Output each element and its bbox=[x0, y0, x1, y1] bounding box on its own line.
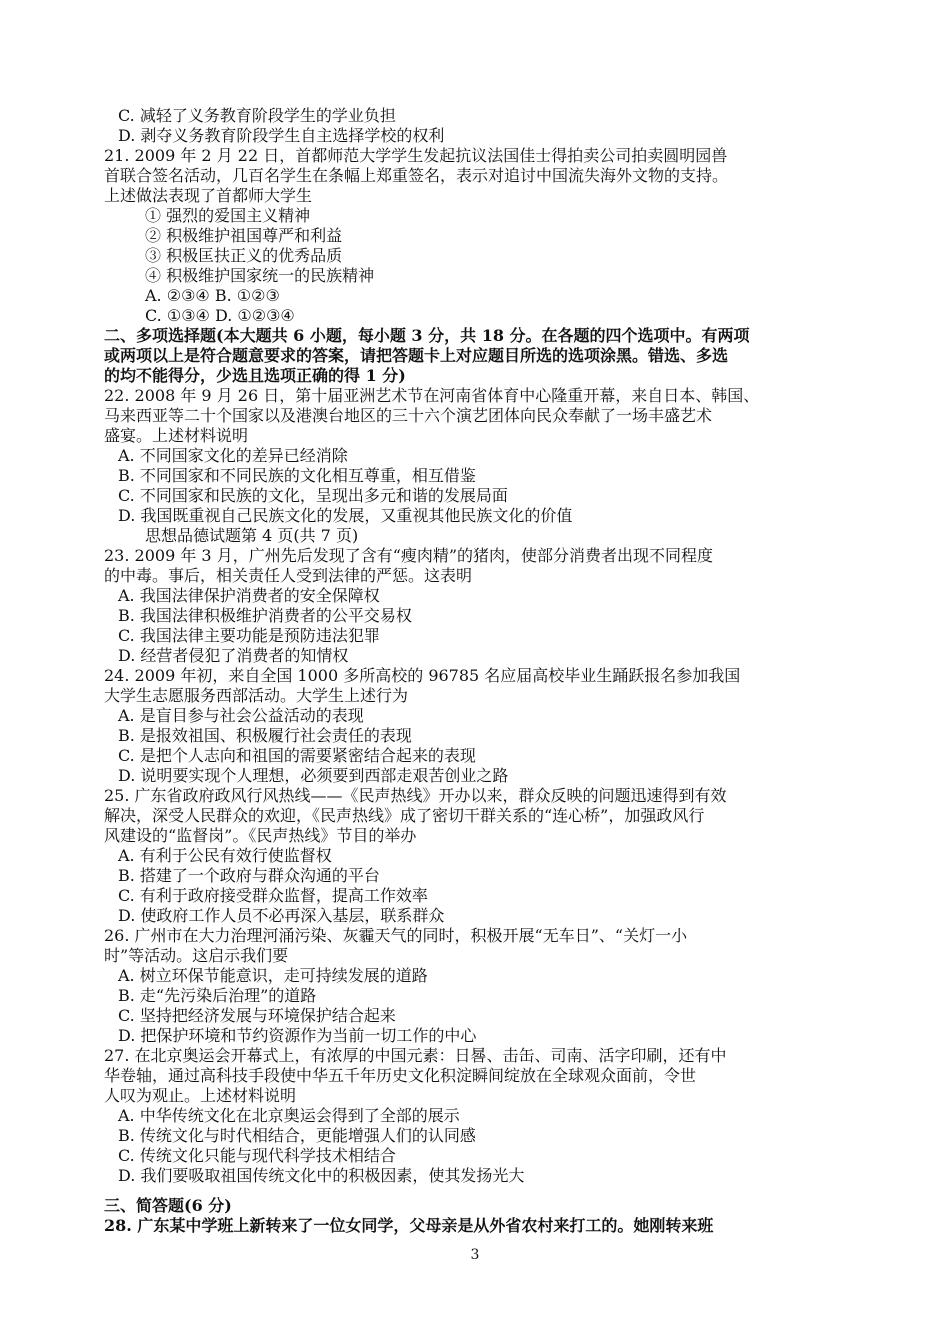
text-line: 二、多项选择题(本大题共 6 小题，每小题 3 分，共 18 分。在各题的四个选项中。有两项 bbox=[104, 326, 750, 345]
text-line: 或两项以上是符合题意要求的答案，请把答题卡上对应题目所选的选项涂黑。错选、多选 bbox=[104, 346, 729, 365]
text-line: 解决，深受人民群众的欢迎，《民声热线》成了密切干群关系的“连心桥”，加强政风行 bbox=[104, 806, 705, 825]
text-line: D. 我国既重视自己民族文化的发展，又重视其他民族文化的价值 bbox=[118, 506, 573, 525]
text-line: 盛宴。上述材料说明 bbox=[104, 426, 249, 445]
text-line: A. 中华传统文化在北京奥运会得到了全部的展示 bbox=[118, 1106, 460, 1125]
text-line: 首联合签名活动，几百名学生在条幅上郑重签名，表示对追讨中国流失海外文物的支持。 bbox=[104, 166, 729, 185]
text-line: D. 把保护环境和节约资源作为当前一切工作的中心 bbox=[118, 1026, 477, 1045]
text-line: ② 积极维护祖国尊严和利益 bbox=[145, 226, 343, 245]
text-line: D. 经营者侵犯了消费者的知情权 bbox=[118, 646, 349, 665]
text-line: 27. 在北京奥运会开幕式上，有浓厚的中国元素：日晷、击缶、司南、活字印刷，还有中 bbox=[104, 1046, 727, 1065]
text-line: 25. 广东省政府政风行风热线——《民声热线》开办以来，群众反映的问题迅速得到有效 bbox=[104, 786, 727, 805]
text-line: A. ②③④ B. ①②③ bbox=[145, 286, 280, 305]
text-line: 28. 广东某中学班上新转来了一位女同学，父母亲是从外省农村来打工的。她刚转来班 bbox=[104, 1216, 714, 1235]
text-line: D. 说明要实现个人理想，必须要到西部走艰苦创业之路 bbox=[118, 766, 509, 785]
text-line: 人叹为观止。上述材料说明 bbox=[104, 1086, 297, 1105]
text-line: 21. 2009 年 2 月 22 日，首都师范大学学生发起抗议法国佳士得拍卖公司拍卖圆明园兽 bbox=[104, 146, 728, 165]
page-number: 3 bbox=[470, 1247, 480, 1263]
text-line: D. 剥夺义务教育阶段学生自主选择学校的权利 bbox=[118, 126, 445, 145]
text-line: C. 有利于政府接受群众监督，提高工作效率 bbox=[118, 886, 428, 905]
text-line: B. 走“先污染后治理”的道路 bbox=[118, 986, 317, 1005]
text-line: ③ 积极匡扶正义的优秀品质 bbox=[145, 246, 343, 265]
text-line: A. 有利于公民有效行使监督权 bbox=[118, 846, 332, 865]
text-line: C. 传统文化只能与现代科学技术相结合 bbox=[118, 1146, 396, 1165]
text-line: B. 不同国家和不同民族的文化相互尊重，相互借鉴 bbox=[118, 466, 476, 485]
text-line: ① 强烈的爱国主义精神 bbox=[145, 206, 311, 225]
text-line: A. 树立环保节能意识，走可持续发展的道路 bbox=[118, 966, 428, 985]
text-line: 三、简答题(6 分) bbox=[104, 1196, 232, 1215]
text-line: D. 我们要吸取祖国传统文化中的积极因素，使其发扬光大 bbox=[118, 1166, 525, 1185]
text-line: 24. 2009 年初，来自全国 1000 多所高校的 96785 名应届高校毕业生踊跃报名参加我国 bbox=[104, 666, 741, 685]
text-line: 26. 广州市在大力治理河涌污染、灰霾天气的同时，积极开展“无车日”、“关灯一小 bbox=[104, 926, 688, 945]
text-line: 华卷轴，通过高科技手段使中华五千年历史文化积淀瞬间绽放在全球观众面前，令世 bbox=[104, 1066, 697, 1085]
text-line: A. 是盲目参与社会公益活动的表现 bbox=[118, 706, 364, 725]
text-line: B. 搭建了一个政府与群众沟通的平台 bbox=[118, 866, 380, 885]
text-line: 时”等活动。这启示我们要 bbox=[104, 946, 289, 965]
text-line: B. 是报效祖国、积极履行社会责任的表现 bbox=[118, 726, 412, 745]
text-line: 思想品德试题第 4 页(共 7 页) bbox=[145, 526, 359, 545]
text-line: B. 我国法律积极维护消费者的公平交易权 bbox=[118, 606, 412, 625]
text-line: 23. 2009 年 3 月，广州先后发现了含有“瘦肉精”的猪肉，使部分消费者出现不同程度 bbox=[104, 546, 714, 565]
text-line: 22. 2008 年 9 月 26 日，第十届亚洲艺术节在河南省体育中心隆重开幕，来自日本、韩国、 bbox=[104, 386, 760, 405]
text-line: 的均不能得分，少选且选项正确的得 1 分) bbox=[104, 366, 406, 385]
text-line: 的中毒。事后，相关责任人受到法律的严惩。这表明 bbox=[104, 566, 473, 585]
text-line: ④ 积极维护国家统一的民族精神 bbox=[145, 266, 375, 285]
text-line: 上述做法表现了首都师大学生 bbox=[104, 186, 313, 205]
text-line: D. 使政府工作人员不必再深入基层，联系群众 bbox=[118, 906, 445, 925]
text-line: C. 不同国家和民族的文化，呈现出多元和谐的发展局面 bbox=[118, 486, 508, 505]
text-line: C. 坚持把经济发展与环境保护结合起来 bbox=[118, 1006, 396, 1025]
text-line: 马来西亚等二十个国家以及港澳台地区的三十六个演艺团体向民众奉献了一场丰盛艺术 bbox=[104, 406, 713, 425]
text-line: B. 传统文化与时代相结合，更能增强人们的认同感 bbox=[118, 1126, 476, 1145]
text-line: C. ①③④ D. ①②③④ bbox=[145, 306, 295, 325]
text-line: 大学生志愿服务西部活动。大学生上述行为 bbox=[104, 686, 409, 705]
text-line: C. 我国法律主要功能是预防违法犯罪 bbox=[118, 626, 380, 645]
text-line: C. 减轻了义务教育阶段学生的学业负担 bbox=[118, 106, 396, 125]
text-line: 风建设的“监督岗”。《民声热线》节目的举办 bbox=[104, 826, 417, 845]
text-line: A. 不同国家文化的差异已经消除 bbox=[118, 446, 348, 465]
text-line: C. 是把个人志向和祖国的需要紧密结合起来的表现 bbox=[118, 746, 476, 765]
text-line: A. 我国法律保护消费者的安全保障权 bbox=[118, 586, 380, 605]
